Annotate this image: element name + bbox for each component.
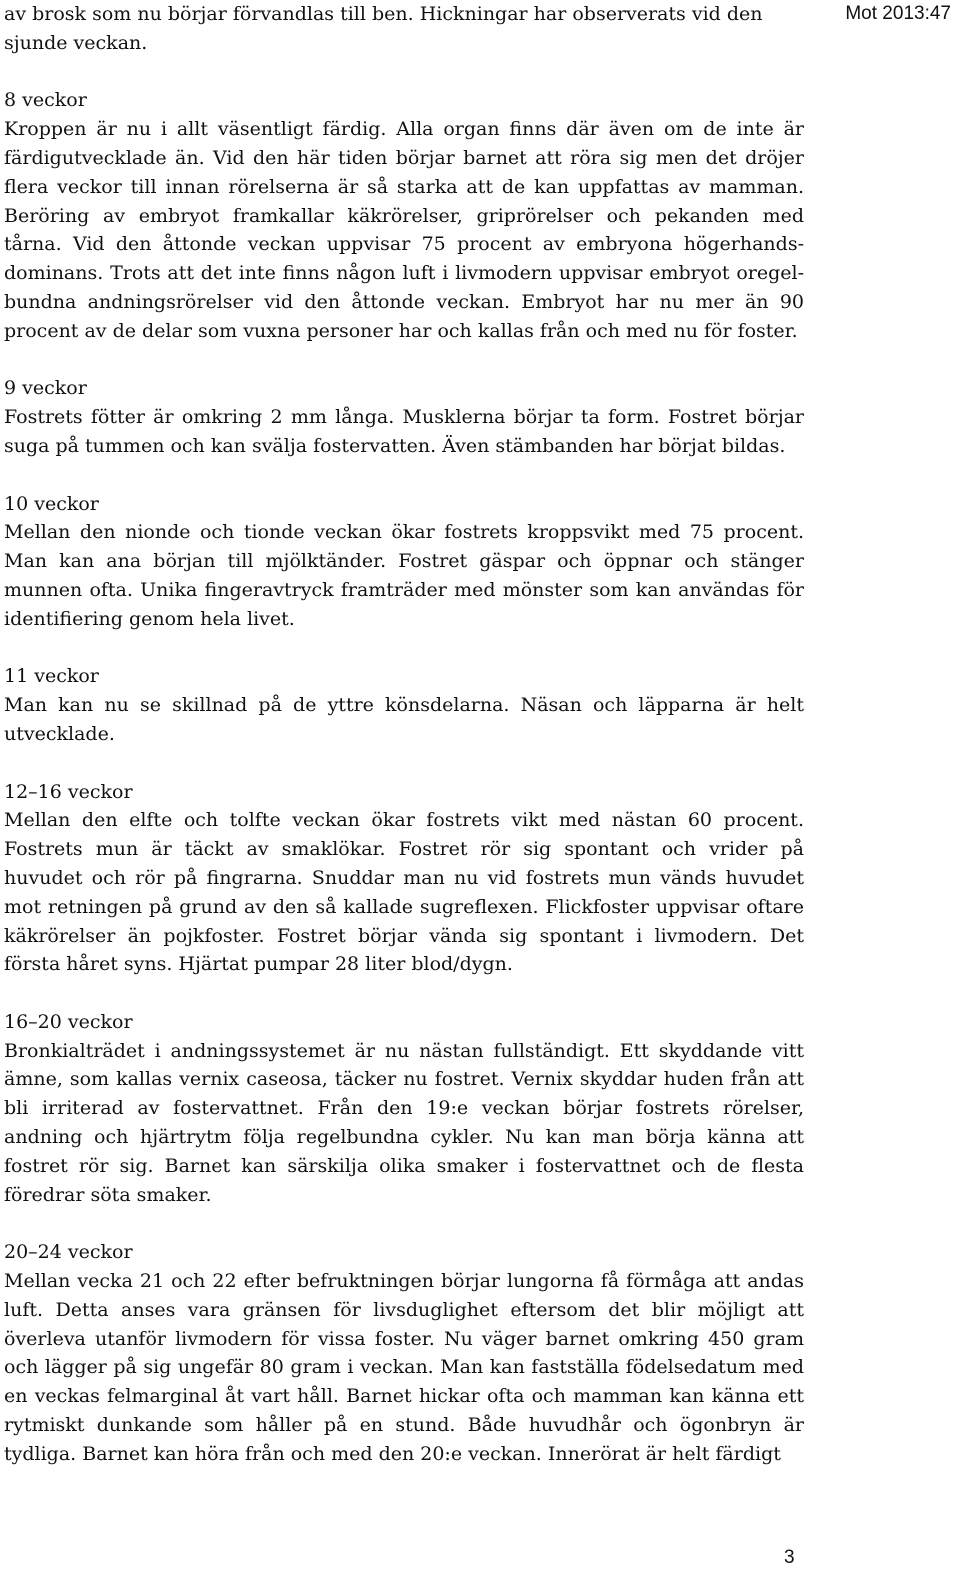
section-20-24-weeks	[4, 1238, 804, 1468]
section-12-16-weeks	[4, 778, 804, 980]
intro-paragraph: av brosk som nu börjar förvandlas till ben. Hickningar har observerats vid den sjunde veckan.	[4, 3, 763, 54]
section-paragraph: Kroppen är nu i allt väsentligt färdig. Alla organ finns där även om de inte är färdigutvecklade än. Vid den här tiden börjar barnet att röra sig men det dröjer flera veckor till innan rörelserna är så starka att de kan uppfattas av mamman. Beröring av embryot framkallar käkrörelser, griprörelser och pekanden med tårna. Vid den åttonde veckan uppvisar 75 procent av embryona högerhandsdominans. Trots att det inte finns någon luft i livmodern uppvisar embryot oregelbundna andningsrörelser vid den åttonde veckan. Embryot har nu mer än 90 procent av de delar som vuxna personer har och kallas från och med nu för foster.	[4, 118, 804, 342]
section-heading: 8 veckor	[4, 89, 87, 112]
section-paragraph: Bronkialträdet i andningssystemet är nu nästan fullständigt. Ett skyddande vitt ämne, som kallas vernix caseosa, täcker nu fostret. Vernix skyddar huden från att bli irriterad av fostervattnet. Från den 19:e veckan börjar fostrets rörelser, andning och hjärtrytm följa regelbundna cykler. Nu kan man börja känna att fostret rör sig. Barnet kan särskilja olika smaker i fostervattnet och de flesta föredrar söta smaker.	[4, 1039, 804, 1206]
page-number: 3	[784, 1547, 795, 1568]
section-9-weeks	[4, 374, 804, 460]
section-paragraph: Fostrets fötter är omkring 2 mm långa. Musklerna börjar ta form. Fostret börjar suga på tummen och kan svälja fostervatten. Även stämbanden har börjat bildas.	[4, 406, 804, 457]
section-heading: 11 veckor	[4, 665, 99, 688]
section-16-20-weeks	[4, 1008, 804, 1210]
section-heading: 10 veckor	[4, 492, 99, 515]
document-id: Mot 2013:47	[845, 3, 951, 24]
body-text	[4, 0, 804, 1469]
section-10-weeks	[4, 490, 804, 634]
section-paragraph: Mellan den elfte och tolfte veckan ökar fostrets vikt med nästan 60 procent. Fostrets mun är täckt av smaklökar. Fostret rör sig spontant och vrider på huvudet och rör på fingrarna. Snuddar man nu vid fostrets mun vänds huvudet mot retningen på grund av den så kallade sugreflexen. Flickfoster uppvisar oftare käkrörelser än pojkfoster. Fostret börjar vända sig spontant i livmodern. Det första håret syns. Hjärtat pumpar 28 liter blod/dygn.	[4, 809, 804, 976]
section-heading: 20–24 veckor	[4, 1241, 133, 1264]
section-heading: 9 veckor	[4, 377, 87, 400]
section-paragraph: Man kan nu se skillnad på de yttre könsdelarna. Näsan och läpparna är helt utvecklade.	[4, 694, 804, 745]
section-paragraph: Mellan den nionde och tionde veckan ökar fostrets kroppsvikt med 75 procent. Man kan ana början till mjölktänder. Fostret gäspar och öppnar och stänger munnen ofta. Unika fingeravtryck framträder med mönster som kan användas för identifiering genom hela livet.	[4, 521, 804, 630]
section-8-weeks	[4, 86, 804, 345]
section-heading: 16–20 veckor	[4, 1010, 133, 1033]
section-11-weeks	[4, 662, 804, 748]
section-paragraph: Mellan vecka 21 och 22 efter befruktningen börjar lungorna få förmåga att andas luft. Detta anses vara gränsen för livsduglighet eftersom det blir möjligt att överleva utanför livmodern för vissa foster. Nu väger barnet omkring 450 gram och lägger på sig ungefär 80 gram i veckan. Man kan fastställa födelsedatum med en veckas felmarginal åt vart håll. Barnet hickar ofta och mamman kan känna ett rytmiskt dunkande som håller på en stund. Både huvudhår och ögonbryn är tydliga. Barnet kan höra från och med den 20:e veckan. Innerörat är helt färdigt	[4, 1270, 804, 1465]
section-heading: 12–16 veckor	[4, 780, 133, 803]
